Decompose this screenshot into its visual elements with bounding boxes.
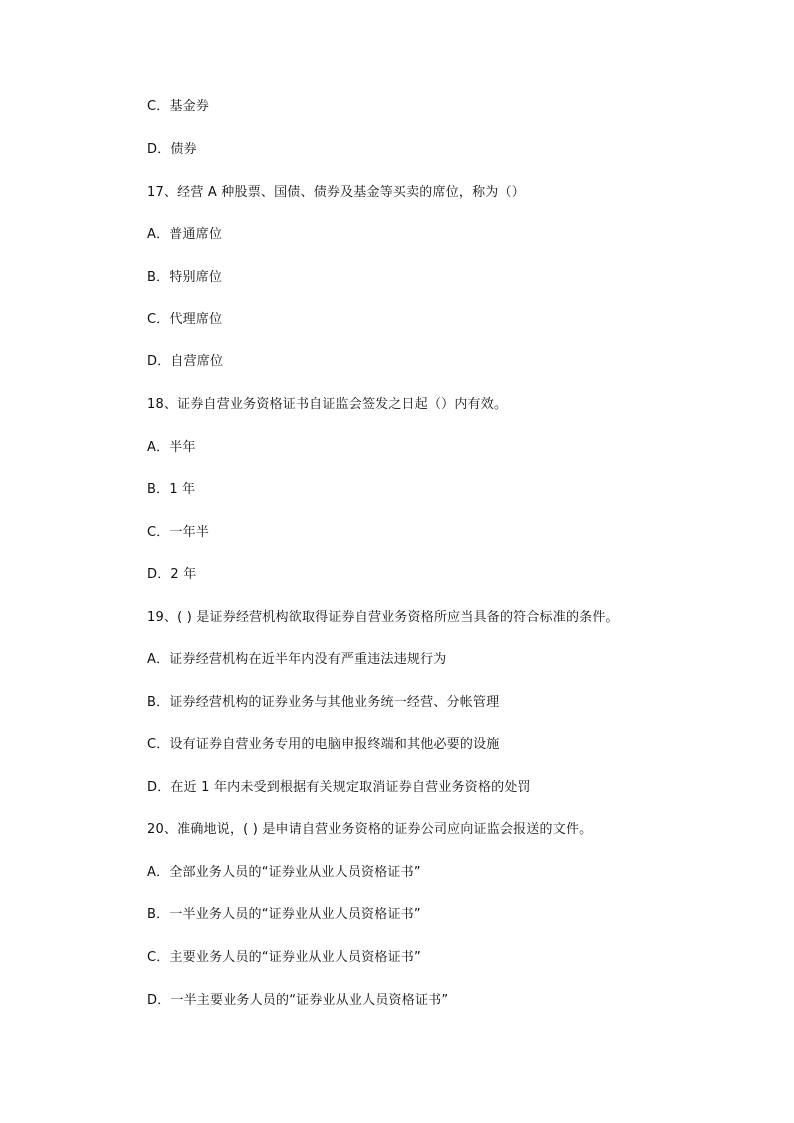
option-17d: D．自营席位 [147, 354, 224, 369]
question-19: 19、( ) 是证券经营机构欲取得证券自营业务资格所应当具备的符合标准的条件。 [147, 610, 619, 625]
question-20: 20、准确地说，( ) 是申请自营业务资格的证券公司应向证监会报送的文件。 [147, 822, 593, 837]
option-19b: B．证券经营机构的证券业务与其他业务统一经营、分帐管理 [147, 695, 500, 710]
option-20c: C．主要业务人员的“证券业从业人员资格证书” [147, 950, 421, 965]
question-18: 18、证券自营业务资格证书自证监会签发之日起（）内有效。 [147, 397, 508, 412]
option-17b: B．特别席位 [147, 270, 223, 285]
option-18b: B．1 年 [147, 482, 196, 497]
question-17: 17、经营 A 种股票、国债、债券及基金等买卖的席位，称为（） [147, 185, 525, 200]
option-19c: C．设有证券自营业务专用的电脑申报终端和其他必要的设施 [147, 737, 500, 752]
option-20d: D．一半主要业务人员的“证券业从业人员资格证书” [147, 993, 449, 1008]
option-20a: A．全部业务人员的“证券业从业人员资格证书” [147, 865, 421, 880]
option-16c: C．基金券 [147, 99, 210, 114]
option-19d: D．在近 1 年内未受到根据有关规定取消证券自营业务资格的处罚 [147, 780, 531, 795]
option-18d: D．2 年 [147, 567, 197, 582]
option-18c: C．一年半 [147, 525, 210, 540]
option-18a: A．半年 [147, 440, 196, 455]
option-16d: D．债券 [147, 142, 197, 157]
option-20b: B．一半业务人员的“证券业从业人员资格证书” [147, 907, 421, 922]
option-17c: C．代理席位 [147, 312, 223, 327]
option-19a: A．证券经营机构在近半年内没有严重违法违规行为 [147, 652, 447, 667]
option-17a: A．普通席位 [147, 227, 223, 242]
